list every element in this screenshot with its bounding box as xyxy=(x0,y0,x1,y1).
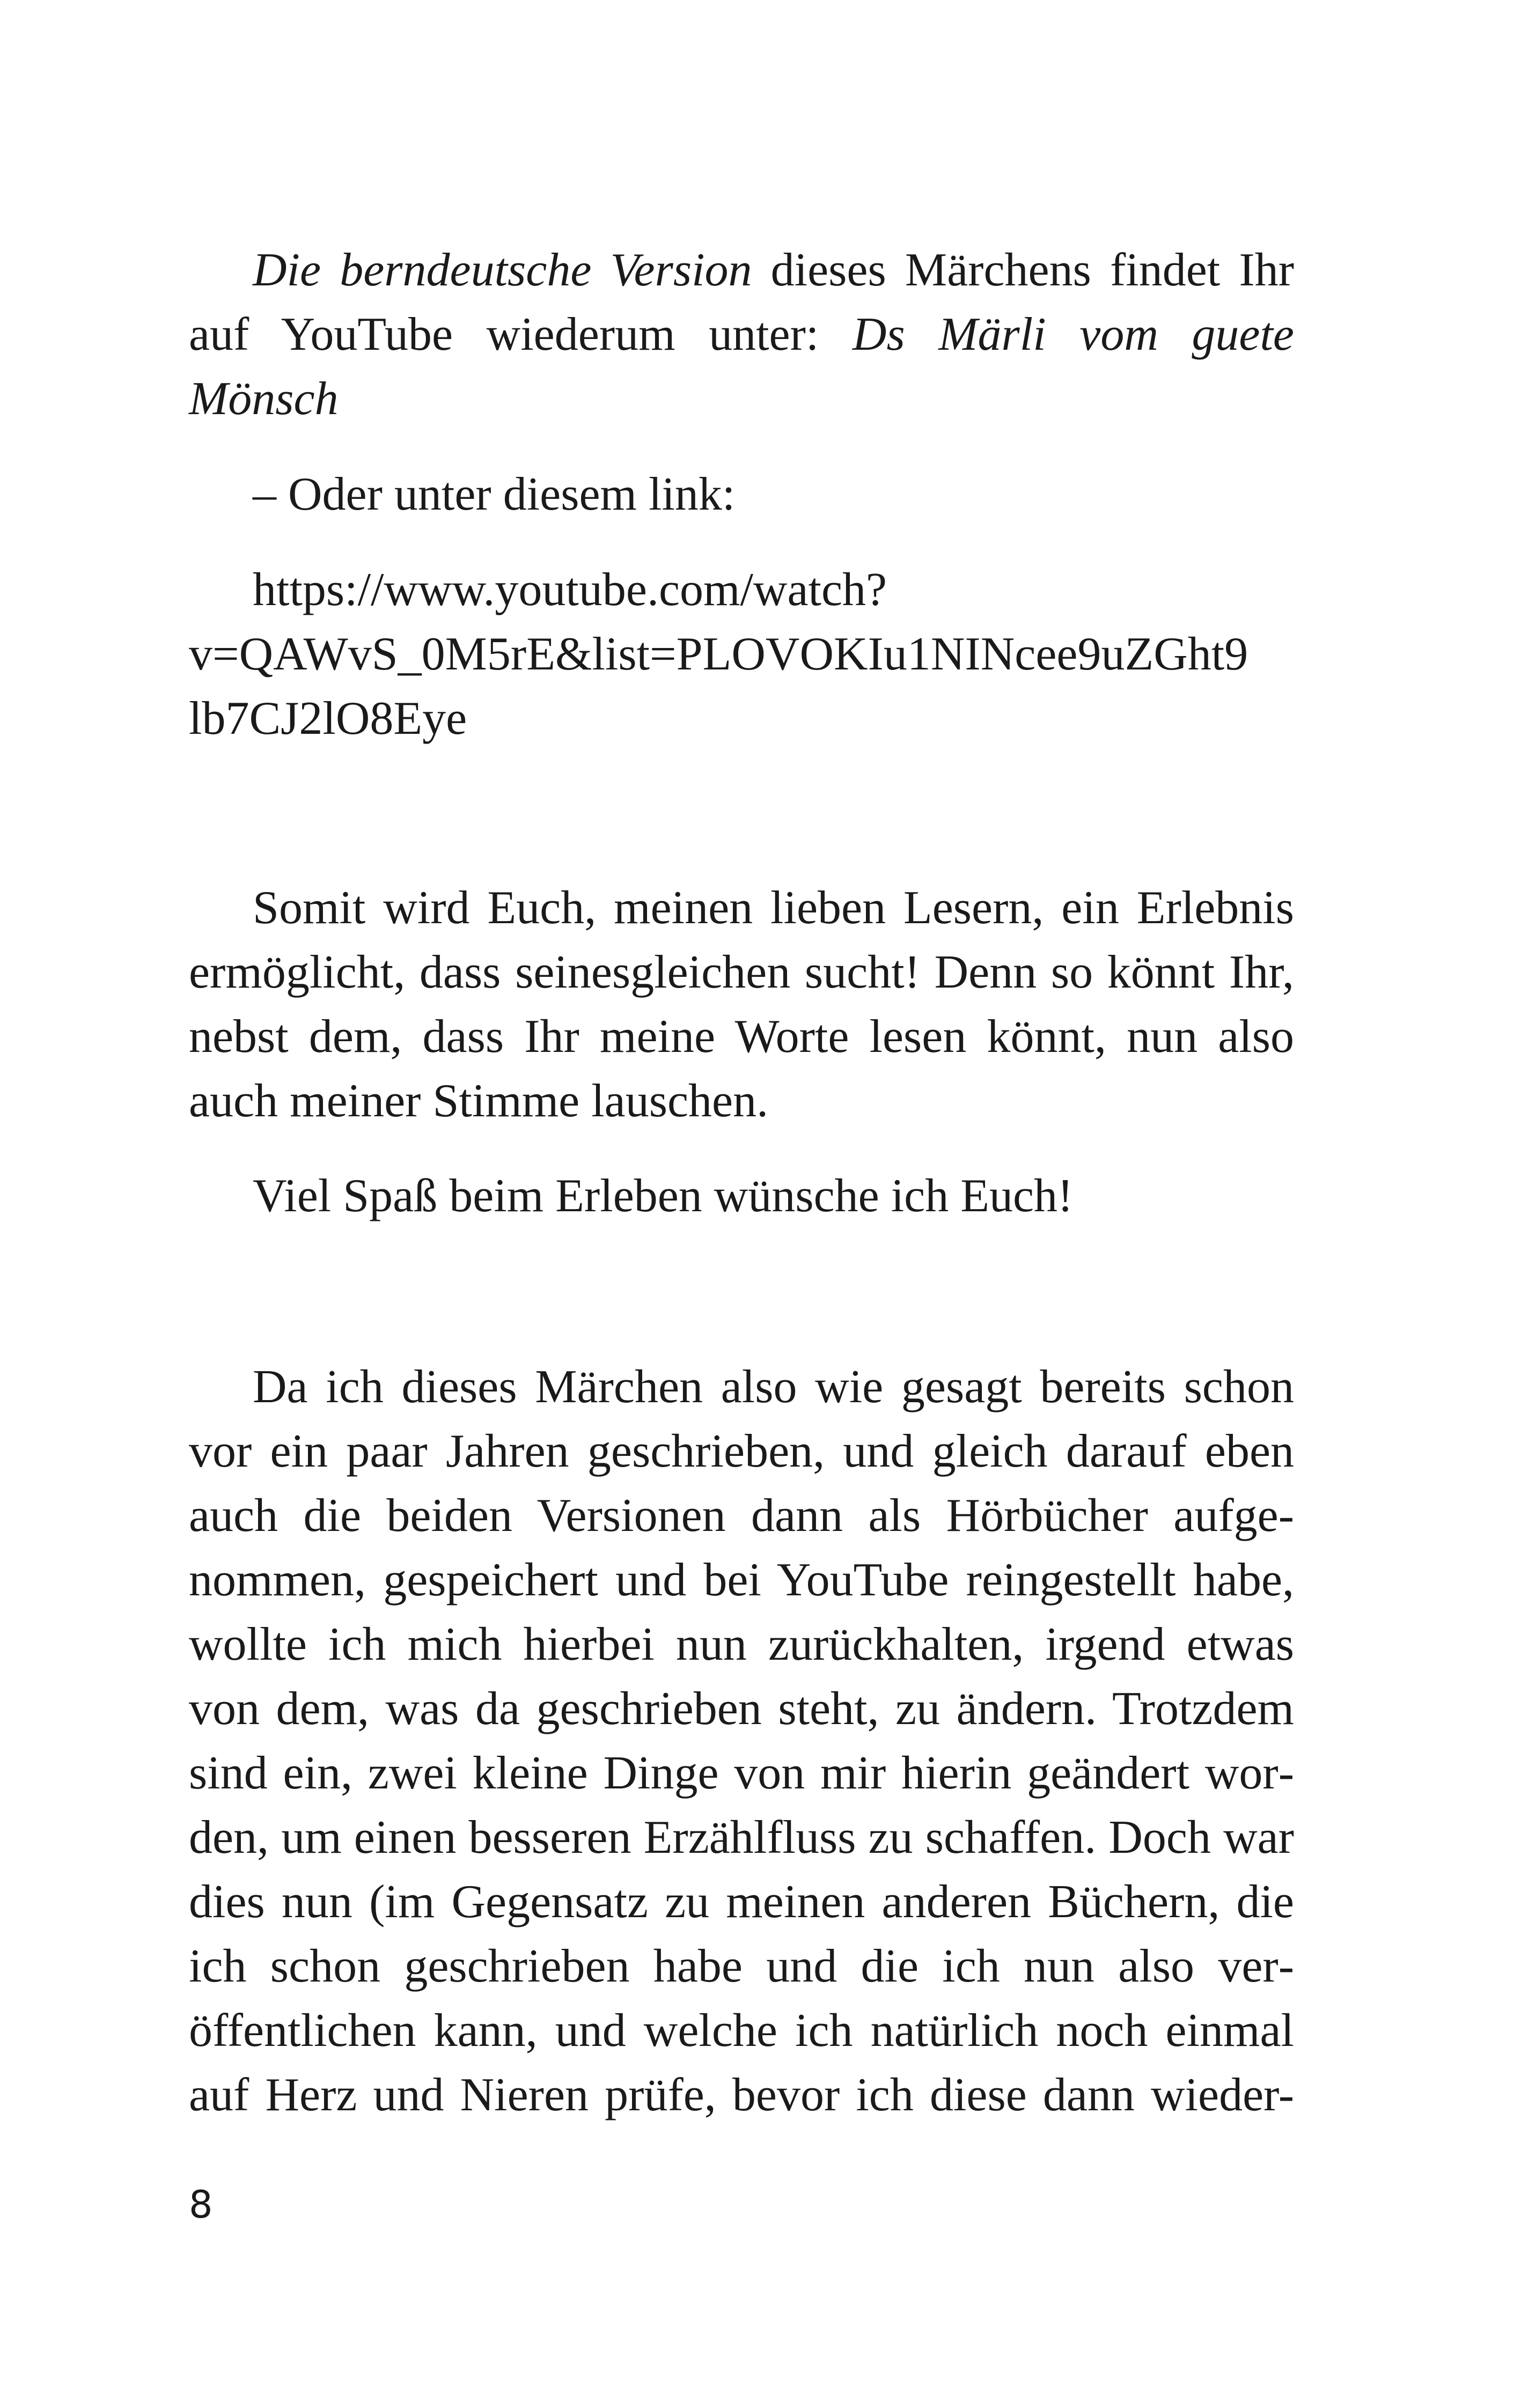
url-line-2: v=QAWvS_0M5rE&list=PLOVOKIu1NINcee9uZGht9 xyxy=(189,628,1248,680)
paragraph-link-intro: – Oder unter diesem link: xyxy=(253,468,736,520)
youtube-url[interactable] xyxy=(189,558,1294,751)
paragraph-viel-spass: Viel Spaß beim Erleben wünsche ich Euch! xyxy=(253,1170,1074,1222)
paragraph-text: dieses Märchens findet Ihr auf YouTube wiederum unter: xyxy=(189,244,1295,360)
paragraph-erlebnis: Somit wird Euch, meinen lieben Lesern, ein Erlebnis ermöglicht, dass seinesgleichen sucht! Denn so könnt Ihr, nebst dem, dass Ihr meine Worte lesen könnt, nun also auch meiner Stimme lauschen. xyxy=(189,882,1294,1127)
page-number: 8 xyxy=(189,2183,213,2227)
url-line-3: lb7CJ2lO8Eye xyxy=(189,693,467,745)
italic-title: Ds Märli vom guete Mönsch xyxy=(189,308,1294,425)
url-line-1: https://www.youtube.com/watch? xyxy=(253,564,887,616)
paragraph-berndeutsche-version xyxy=(189,238,1294,431)
paragraph-maerchen-history: Da ich dieses Märchen also wie gesagt bereits schon vor ein paar Jahren geschrieben, und gleich darauf eben auch die beiden Versionen dann als Hörbücher aufgenommen, gespeichert und bei YouTube reingestellt habe, wollte ich mich hierbei nun zurückhalten, irgend etwas von dem, was da geschrieben steht, zu ändern. Trotzdem sind ein, zwei kleine Dinge von mir hierin geändert worden, um einen besseren Erzählfluss zu schaffen. Doch war dies nun (im Gegensatz zu meinen anderen Büchern, die ich schon geschrieben habe und die ich nun also veröffentlichen kann, und welche ich natürlich noch einmal auf Herz und Nieren prüfe, bevor ich diese dann wieder- xyxy=(189,1361,1294,2121)
italic-lead: Die berndeutsche Version xyxy=(253,244,752,296)
